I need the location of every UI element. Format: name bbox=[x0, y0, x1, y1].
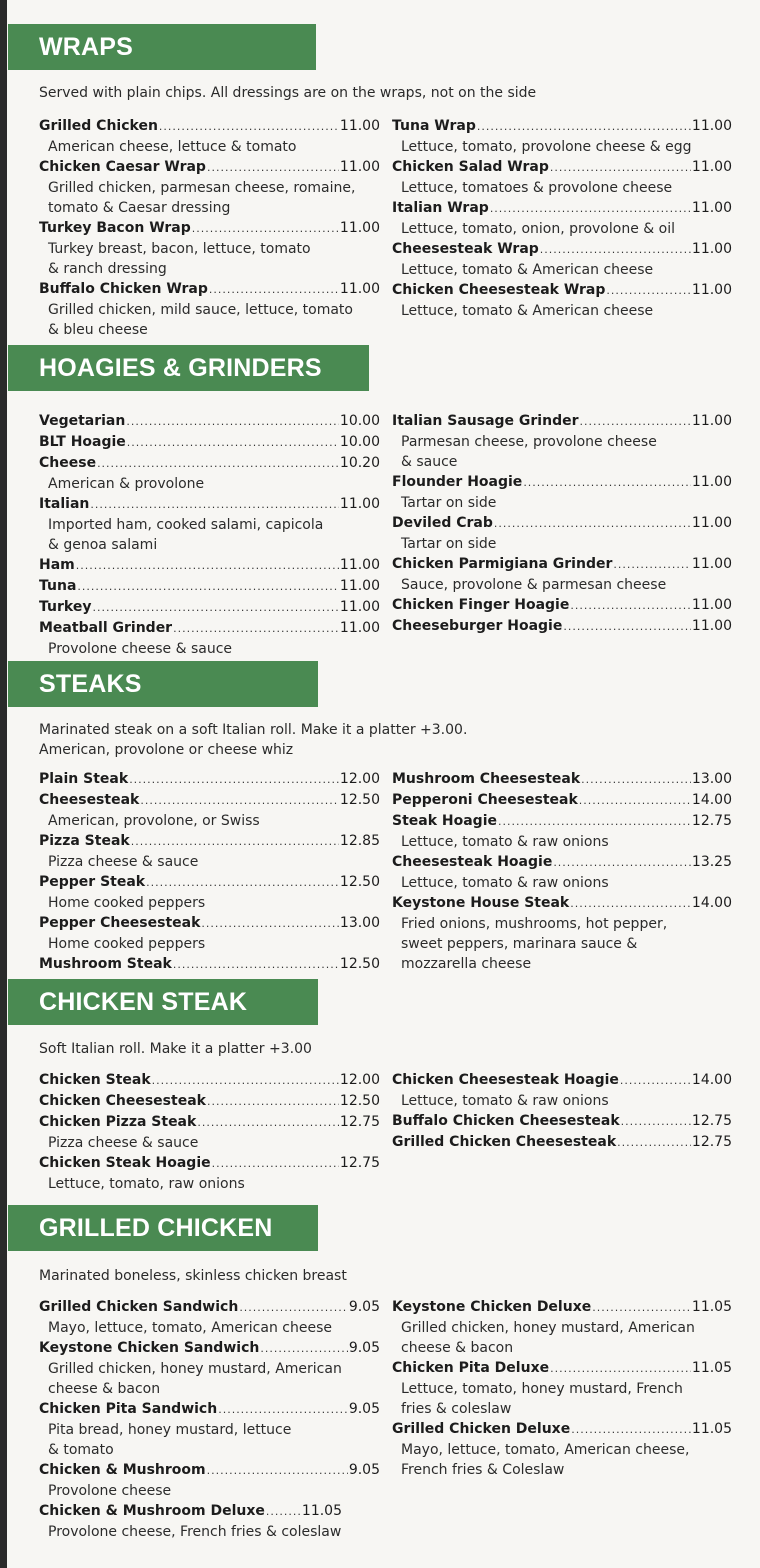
menu-item bbox=[39, 157, 380, 218]
menu-item bbox=[392, 852, 732, 893]
menu-item bbox=[39, 576, 380, 597]
item-description: Fried onions, mushrooms, hot pepper, sweet peppers, marinara sauce & mozzarella cheese bbox=[401, 916, 668, 972]
item-description: Grilled chicken, mild sauce, lettuce, tomato & bleu cheese bbox=[48, 302, 353, 338]
item-name: Chicken Cheesesteak Hoagie bbox=[392, 1072, 619, 1088]
item-price: 11.00 bbox=[339, 159, 380, 175]
section-intro bbox=[39, 720, 467, 760]
item-name: Pepper Cheesesteak bbox=[39, 915, 201, 931]
menu-item bbox=[392, 790, 732, 811]
item-description: Home cooked peppers bbox=[48, 936, 206, 952]
menu-item bbox=[392, 513, 732, 554]
item-price: 14.00 bbox=[691, 1072, 732, 1088]
item-name: Grilled Chicken Deluxe bbox=[392, 1421, 571, 1437]
item-price: 12.75 bbox=[691, 1134, 732, 1150]
item-price: 11.00 bbox=[691, 556, 732, 572]
item-description: American cheese, lettuce & tomato bbox=[48, 139, 297, 155]
item-price: 12.75 bbox=[691, 1113, 732, 1129]
item-price: 11.00 bbox=[691, 282, 732, 298]
menu-column-right bbox=[392, 411, 732, 637]
menu-item bbox=[392, 554, 732, 595]
item-name: Grilled Chicken Sandwich bbox=[39, 1299, 239, 1315]
item-price: 11.00 bbox=[339, 557, 380, 573]
section-title: WRAPS bbox=[8, 24, 316, 70]
leader-dots bbox=[192, 219, 339, 239]
item-price: 11.05 bbox=[691, 1360, 732, 1376]
leader-dots bbox=[606, 281, 691, 301]
section-title: HOAGIES & GRINDERS bbox=[8, 345, 369, 391]
item-name: Chicken Finger Hoagie bbox=[392, 597, 570, 613]
item-name: Cheese bbox=[39, 455, 97, 471]
item-price: 11.00 bbox=[339, 578, 380, 594]
item-price: 13.25 bbox=[691, 854, 732, 870]
item-name: Mushroom Steak bbox=[39, 956, 172, 972]
menu-item bbox=[39, 1501, 342, 1542]
menu-item bbox=[39, 1460, 380, 1501]
item-price: 11.00 bbox=[691, 118, 732, 134]
item-description: Lettuce, tomato, honey mustard, French fries & coleslaw bbox=[401, 1381, 683, 1417]
item-description: Lettuce, tomato & American cheese bbox=[401, 303, 654, 319]
menu-item bbox=[39, 1338, 380, 1399]
leader-dots bbox=[90, 495, 339, 515]
item-price: 11.05 bbox=[301, 1503, 342, 1519]
item-price: 13.00 bbox=[339, 915, 380, 931]
leader-dots bbox=[620, 1071, 691, 1091]
item-name: Buffalo Chicken Wrap bbox=[39, 281, 208, 297]
item-description: Lettuce, tomato & raw onions bbox=[401, 834, 609, 850]
item-name: Turkey bbox=[39, 599, 92, 615]
item-price: 11.05 bbox=[691, 1299, 732, 1315]
item-name: Plain Steak bbox=[39, 771, 129, 787]
item-name: Chicken & Mushroom bbox=[39, 1462, 206, 1478]
item-price: 9.05 bbox=[348, 1401, 380, 1417]
item-description: Grilled chicken, parmesan cheese, romaine, tomato & Caesar dressing bbox=[48, 180, 356, 216]
item-name: Flounder Hoagie bbox=[392, 474, 523, 490]
menu-item bbox=[39, 279, 380, 340]
menu-item bbox=[39, 1399, 380, 1460]
item-description: Pizza cheese & sauce bbox=[48, 1135, 199, 1151]
leader-dots bbox=[207, 1092, 339, 1112]
menu-item bbox=[39, 831, 380, 872]
item-price: 10.20 bbox=[339, 455, 380, 471]
leader-dots bbox=[617, 1133, 691, 1153]
item-description: Tartar on side bbox=[401, 536, 497, 552]
menu-item bbox=[392, 893, 732, 974]
menu-item bbox=[39, 1112, 380, 1153]
item-name: Cheesesteak Wrap bbox=[392, 241, 539, 257]
item-description: Pita bread, honey mustard, lettuce & tomato bbox=[48, 1422, 292, 1458]
leader-dots bbox=[266, 1502, 301, 1522]
item-price: 11.00 bbox=[691, 515, 732, 531]
item-name: Meatball Grinder bbox=[39, 620, 173, 636]
menu-item bbox=[392, 280, 732, 321]
item-price: 12.85 bbox=[339, 833, 380, 849]
leader-dots bbox=[76, 556, 339, 576]
item-price: 11.00 bbox=[691, 200, 732, 216]
page-edge bbox=[0, 0, 7, 1568]
item-price: 12.75 bbox=[339, 1114, 380, 1130]
menu-item bbox=[392, 239, 732, 280]
menu-item bbox=[392, 116, 732, 157]
menu-column-right bbox=[392, 769, 732, 974]
item-description: Mayo, lettuce, tomato, American cheese bbox=[48, 1320, 332, 1336]
item-description: Provolone cheese, French fries & coleslaw bbox=[48, 1524, 342, 1540]
item-description: Provolone cheese & sauce bbox=[48, 641, 233, 657]
leader-dots bbox=[201, 914, 338, 934]
leader-dots bbox=[207, 158, 339, 178]
section-intro bbox=[39, 1039, 312, 1059]
item-name: Pizza Steak bbox=[39, 833, 130, 849]
menu-item bbox=[392, 198, 732, 239]
item-price: 12.50 bbox=[339, 956, 380, 972]
item-name: Cheeseburger Hoagie bbox=[392, 618, 563, 634]
item-name: Chicken Pizza Steak bbox=[39, 1114, 197, 1130]
item-name: Buffalo Chicken Cheesesteak bbox=[392, 1113, 620, 1129]
leader-dots bbox=[592, 1298, 691, 1318]
item-description: Turkey breast, bacon, lettuce, tomato & ranch dressing bbox=[48, 241, 311, 277]
item-name: Tuna Wrap bbox=[392, 118, 476, 134]
item-name: Chicken Cheesesteak bbox=[39, 1093, 206, 1109]
menu-item bbox=[39, 618, 380, 659]
item-price: 9.05 bbox=[348, 1340, 380, 1356]
section-intro bbox=[39, 1266, 347, 1286]
menu-item bbox=[392, 472, 732, 513]
item-description: Pizza cheese & sauce bbox=[48, 854, 199, 870]
menu-item bbox=[39, 218, 380, 279]
leader-dots bbox=[550, 158, 691, 178]
menu-item bbox=[392, 769, 732, 790]
menu-column-left bbox=[39, 1070, 380, 1194]
menu-item bbox=[39, 597, 380, 618]
leader-dots bbox=[77, 577, 339, 597]
item-description: Provolone cheese bbox=[48, 1483, 172, 1499]
leader-dots bbox=[207, 1461, 348, 1481]
item-description: Lettuce, tomato & American cheese bbox=[401, 262, 654, 278]
menu-column-left bbox=[39, 411, 380, 659]
item-name: Italian bbox=[39, 496, 90, 512]
leader-dots bbox=[579, 412, 690, 432]
leader-dots bbox=[127, 433, 339, 453]
leader-dots bbox=[140, 791, 339, 811]
item-price: 14.00 bbox=[691, 792, 732, 808]
section-title: CHICKEN STEAK bbox=[8, 979, 318, 1025]
item-price: 14.00 bbox=[691, 895, 732, 911]
item-name: Chicken Caesar Wrap bbox=[39, 159, 206, 175]
leader-dots bbox=[146, 873, 339, 893]
item-name: Chicken Pita Deluxe bbox=[392, 1360, 550, 1376]
item-name: Italian Sausage Grinder bbox=[392, 413, 579, 429]
intro-line: Marinated steak on a soft Italian roll. Make it a platter +3.00. bbox=[39, 722, 468, 738]
leader-dots bbox=[613, 555, 691, 575]
leader-dots bbox=[494, 514, 691, 534]
leader-dots bbox=[209, 280, 339, 300]
menu-item bbox=[392, 1419, 732, 1480]
menu-item bbox=[39, 453, 380, 494]
menu-item bbox=[39, 494, 380, 555]
menu-item bbox=[39, 1070, 380, 1091]
item-price: 11.00 bbox=[691, 413, 732, 429]
item-price: 11.05 bbox=[691, 1421, 732, 1437]
item-price: 9.05 bbox=[348, 1462, 380, 1478]
item-price: 11.00 bbox=[339, 496, 380, 512]
menu-item bbox=[392, 1070, 732, 1111]
menu-column-left bbox=[39, 769, 380, 975]
item-name: Chicken Steak bbox=[39, 1072, 151, 1088]
menu-item bbox=[39, 769, 380, 790]
leader-dots bbox=[579, 791, 691, 811]
item-name: Keystone Chicken Sandwich bbox=[39, 1340, 260, 1356]
leader-dots bbox=[477, 117, 691, 137]
menu-item bbox=[392, 1111, 732, 1132]
item-price: 11.00 bbox=[691, 241, 732, 257]
item-description: Lettuce, tomato & raw onions bbox=[401, 875, 609, 891]
leader-dots bbox=[540, 240, 691, 260]
leader-dots bbox=[570, 894, 691, 914]
item-name: Mushroom Cheesesteak bbox=[392, 771, 581, 787]
menu-item bbox=[39, 1091, 380, 1112]
menu-item bbox=[39, 872, 380, 913]
item-price: 11.00 bbox=[339, 220, 380, 236]
item-name: BLT Hoagie bbox=[39, 434, 126, 450]
leader-dots bbox=[563, 617, 691, 637]
item-description: Lettuce, tomato, provolone cheese & egg bbox=[401, 139, 692, 155]
item-price: 12.50 bbox=[339, 874, 380, 890]
item-description: Lettuce, tomato, onion, provolone & oil bbox=[401, 221, 675, 237]
leader-dots bbox=[239, 1298, 348, 1318]
intro-line: Marinated boneless, skinless chicken breast bbox=[39, 1268, 347, 1284]
item-description: American, provolone, or Swiss bbox=[48, 813, 260, 829]
leader-dots bbox=[260, 1339, 347, 1359]
item-name: Keystone House Steak bbox=[392, 895, 570, 911]
leader-dots bbox=[197, 1113, 339, 1133]
item-price: 11.00 bbox=[691, 159, 732, 175]
item-price: 12.00 bbox=[339, 771, 380, 787]
item-name: Grilled Chicken bbox=[39, 118, 158, 134]
section-title: GRILLED CHICKEN bbox=[8, 1205, 318, 1251]
item-name: Chicken & Mushroom Deluxe bbox=[39, 1503, 265, 1519]
menu-item bbox=[392, 1132, 732, 1153]
item-description: Parmesan cheese, provolone cheese & sauce bbox=[401, 434, 657, 470]
item-price: 11.00 bbox=[339, 118, 380, 134]
menu-item bbox=[39, 116, 380, 157]
leader-dots bbox=[152, 1071, 339, 1091]
item-price: 12.75 bbox=[691, 813, 732, 829]
leader-dots bbox=[173, 955, 339, 975]
item-price: 13.00 bbox=[691, 771, 732, 787]
item-name: Chicken Steak Hoagie bbox=[39, 1155, 211, 1171]
leader-dots bbox=[523, 473, 691, 493]
menu-item bbox=[39, 1297, 380, 1338]
item-price: 12.75 bbox=[339, 1155, 380, 1171]
leader-dots bbox=[159, 117, 339, 137]
item-name: Cheesesteak bbox=[39, 792, 140, 808]
item-description: Lettuce, tomato & raw onions bbox=[401, 1093, 609, 1109]
item-price: 10.00 bbox=[339, 434, 380, 450]
leader-dots bbox=[92, 598, 338, 618]
menu-item bbox=[39, 954, 380, 975]
item-name: Chicken Cheesesteak Wrap bbox=[392, 282, 606, 298]
intro-line: Served with plain chips. All dressings are on the wraps, not on the side bbox=[39, 85, 537, 101]
section-title: STEAKS bbox=[8, 661, 318, 707]
leader-dots bbox=[129, 770, 339, 790]
menu-item bbox=[392, 595, 732, 616]
leader-dots bbox=[131, 832, 339, 852]
item-price: 10.00 bbox=[339, 413, 380, 429]
item-description: Lettuce, tomatoes & provolone cheese bbox=[401, 180, 673, 196]
menu-item bbox=[39, 432, 380, 453]
item-description: Mayo, lettuce, tomato, American cheese, French fries & Coleslaw bbox=[401, 1442, 690, 1478]
item-name: Tuna bbox=[39, 578, 77, 594]
item-name: Chicken Parmigiana Grinder bbox=[392, 556, 613, 572]
item-description: Grilled chicken, honey mustard, American cheese & bacon bbox=[48, 1361, 342, 1397]
intro-line: American, provolone or cheese whiz bbox=[39, 742, 294, 758]
item-price: 11.00 bbox=[339, 599, 380, 615]
item-name: Cheesesteak Hoagie bbox=[392, 854, 553, 870]
item-description: American & provolone bbox=[48, 476, 205, 492]
item-price: 12.50 bbox=[339, 1093, 380, 1109]
menu-item bbox=[39, 913, 380, 954]
menu-item bbox=[39, 1153, 380, 1194]
item-name: Grilled Chicken Cheesesteak bbox=[392, 1134, 617, 1150]
item-price: 11.00 bbox=[691, 618, 732, 634]
item-name: Chicken Salad Wrap bbox=[392, 159, 549, 175]
leader-dots bbox=[97, 454, 339, 474]
menu-item bbox=[392, 616, 732, 637]
leader-dots bbox=[581, 770, 691, 790]
leader-dots bbox=[621, 1112, 691, 1132]
item-name: Pepperoni Cheesesteak bbox=[392, 792, 578, 808]
item-description: Imported ham, cooked salami, capicola & genoa salami bbox=[48, 517, 324, 553]
leader-dots bbox=[498, 812, 691, 832]
menu-item bbox=[39, 790, 380, 831]
item-description: Sauce, provolone & parmesan cheese bbox=[401, 577, 667, 593]
leader-dots bbox=[126, 412, 339, 432]
menu-item bbox=[392, 1297, 732, 1358]
leader-dots bbox=[173, 619, 339, 639]
section-intro bbox=[39, 83, 536, 103]
leader-dots bbox=[490, 199, 691, 219]
leader-dots bbox=[212, 1154, 339, 1174]
menu-column-right bbox=[392, 1070, 732, 1153]
intro-line: Soft Italian roll. Make it a platter +3.00 bbox=[39, 1041, 312, 1057]
item-name: Ham bbox=[39, 557, 75, 573]
menu-item bbox=[39, 555, 380, 576]
item-price: 12.00 bbox=[339, 1072, 380, 1088]
menu-item bbox=[392, 411, 732, 472]
item-price: 11.00 bbox=[691, 474, 732, 490]
item-name: Pepper Steak bbox=[39, 874, 146, 890]
item-name: Turkey Bacon Wrap bbox=[39, 220, 191, 236]
item-name: Chicken Pita Sandwich bbox=[39, 1401, 218, 1417]
leader-dots bbox=[570, 596, 691, 616]
item-name: Keystone Chicken Deluxe bbox=[392, 1299, 592, 1315]
menu-column-right bbox=[392, 1297, 732, 1480]
item-description: Home cooked peppers bbox=[48, 895, 206, 911]
item-price: 11.00 bbox=[339, 620, 380, 636]
leader-dots bbox=[550, 1359, 691, 1379]
item-price: 12.50 bbox=[339, 792, 380, 808]
item-name: Deviled Crab bbox=[392, 515, 493, 531]
menu-item bbox=[39, 411, 380, 432]
item-description: Grilled chicken, honey mustard, American cheese & bacon bbox=[401, 1320, 695, 1356]
menu-item bbox=[392, 157, 732, 198]
menu-column-left bbox=[39, 116, 380, 340]
item-name: Vegetarian bbox=[39, 413, 126, 429]
item-price: 11.00 bbox=[691, 597, 732, 613]
item-name: Italian Wrap bbox=[392, 200, 489, 216]
item-description: Lettuce, tomato, raw onions bbox=[48, 1176, 245, 1192]
item-price: 11.00 bbox=[339, 281, 380, 297]
item-name: Steak Hoagie bbox=[392, 813, 497, 829]
leader-dots bbox=[218, 1400, 348, 1420]
leader-dots bbox=[553, 853, 691, 873]
menu-column-left bbox=[39, 1297, 380, 1542]
menu-column-right bbox=[392, 116, 732, 321]
item-price: 9.05 bbox=[348, 1299, 380, 1315]
menu-item bbox=[392, 1358, 732, 1419]
menu-item bbox=[392, 811, 732, 852]
leader-dots bbox=[571, 1420, 691, 1440]
item-description: Tartar on side bbox=[401, 495, 497, 511]
